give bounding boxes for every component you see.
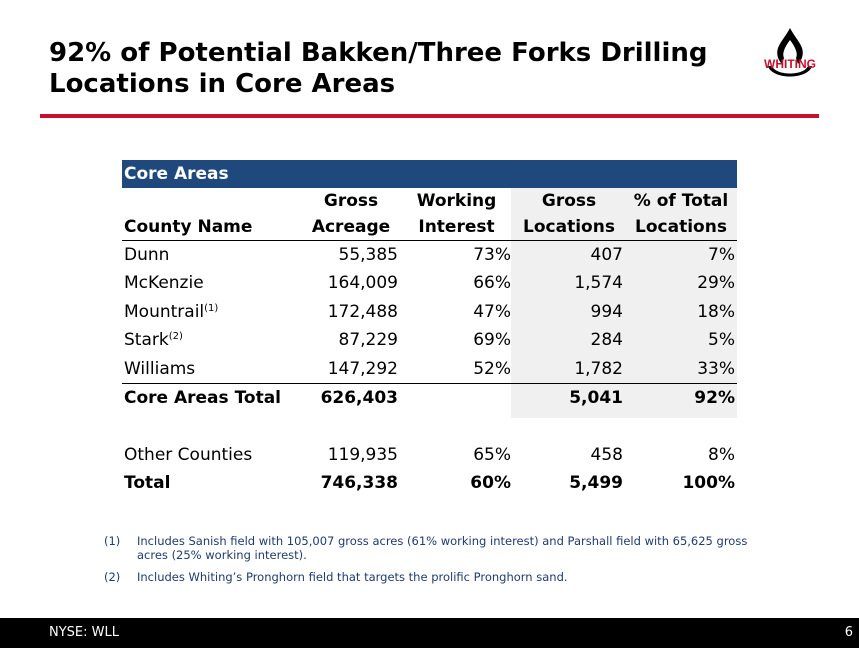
acreage-cell: 55,385 bbox=[338, 245, 398, 265]
spacer-row bbox=[122, 412, 737, 441]
pct-cell: 5% bbox=[708, 330, 735, 351]
col-header-locations-line1: Gross bbox=[541, 191, 597, 211]
core-total-pct: 92% bbox=[625, 383, 737, 412]
title-divider bbox=[40, 114, 819, 118]
page-number: 6 bbox=[844, 625, 853, 640]
locations-cell: 284 bbox=[590, 330, 623, 351]
other-acreage: 119,935 bbox=[327, 444, 398, 465]
table-row bbox=[122, 298, 737, 327]
footnote-number: (2) bbox=[104, 570, 121, 584]
footnote-text: Includes Sanish field with 105,007 gross acres (61% working interest) and Parshall field with 65,625 gross acres (25% working interest). bbox=[137, 534, 748, 562]
logo-text: WHITING bbox=[764, 57, 816, 71]
col-header-acreage: Acreage bbox=[302, 214, 400, 241]
total-pct: 100% bbox=[682, 473, 735, 494]
acreage-cell: 147,292 bbox=[327, 358, 398, 379]
col-header-interest-line1: Working bbox=[416, 191, 497, 211]
county-cell: McKenzie bbox=[124, 273, 204, 294]
interest-cell: 52% bbox=[473, 358, 511, 379]
other-interest: 65% bbox=[473, 444, 511, 465]
other-pct: 8% bbox=[708, 444, 735, 465]
section-header: Core Areas bbox=[122, 160, 737, 188]
total-locations: 5,499 bbox=[569, 473, 623, 494]
footnotes bbox=[104, 534, 764, 592]
table-row bbox=[122, 355, 737, 384]
table-row bbox=[122, 241, 737, 270]
pct-cell: 18% bbox=[697, 301, 735, 322]
ticker-symbol: NYSE: WLL bbox=[49, 625, 119, 640]
pct-cell: 29% bbox=[697, 273, 735, 294]
core-areas-table bbox=[122, 160, 737, 498]
table-row bbox=[122, 269, 737, 298]
slide-title bbox=[49, 38, 749, 100]
footnote-number: (1) bbox=[104, 534, 121, 548]
col-header-county-line1 bbox=[122, 188, 302, 214]
col-header-acreage-line1: Gross bbox=[323, 191, 379, 211]
col-header-pct: Locations bbox=[625, 214, 737, 241]
footnote-2 bbox=[104, 570, 764, 584]
county-cell: Stark$^{(2)}$ bbox=[124, 330, 183, 351]
interest-cell: 69% bbox=[473, 330, 511, 351]
col-header-interest: Interest bbox=[400, 214, 513, 241]
pct-cell: 33% bbox=[697, 358, 735, 379]
interest-cell: 47% bbox=[473, 301, 511, 322]
county-cell: Dunn bbox=[124, 245, 170, 265]
footer-bar bbox=[0, 618, 859, 648]
locations-cell: 407 bbox=[590, 245, 623, 265]
title-line-1: 92% of Potential Bakken/Three Forks Drilling bbox=[49, 38, 708, 68]
total-label: Total bbox=[124, 473, 171, 494]
acreage-cell: 172,488 bbox=[327, 301, 398, 322]
other-locations: 458 bbox=[590, 444, 623, 465]
county-cell: Mountrail$^{(1)}$ bbox=[124, 301, 219, 322]
table-row bbox=[122, 326, 737, 355]
col-header-pct-line1: % of Total bbox=[633, 191, 729, 211]
total-acreage: 746,338 bbox=[320, 473, 398, 494]
total-interest: 60% bbox=[470, 473, 511, 494]
footnote-text: Includes Whiting’s Pronghorn field that targets the prolific Pronghorn sand. bbox=[137, 570, 568, 584]
acreage-table bbox=[122, 188, 737, 498]
grand-total-row bbox=[122, 469, 737, 498]
locations-cell: 1,574 bbox=[574, 273, 623, 294]
core-total-acreage: 626,403 bbox=[302, 383, 400, 412]
locations-cell: 1,782 bbox=[574, 358, 623, 379]
col-header-county: County Name bbox=[122, 214, 302, 241]
title-line-2: Locations in Core Areas bbox=[49, 69, 396, 99]
footnote-1 bbox=[104, 534, 764, 562]
col-header-locations: Locations bbox=[513, 214, 625, 241]
interest-cell: 73% bbox=[473, 245, 511, 265]
pct-cell: 7% bbox=[708, 245, 735, 265]
acreage-cell: 164,009 bbox=[327, 273, 398, 294]
locations-cell: 994 bbox=[590, 301, 623, 322]
acreage-cell: 87,229 bbox=[338, 330, 398, 351]
core-total-locations: 5,041 bbox=[513, 383, 625, 412]
core-total-row bbox=[122, 383, 737, 412]
other-counties-row bbox=[122, 441, 737, 470]
core-total-interest bbox=[400, 383, 513, 412]
whiting-logo bbox=[758, 26, 822, 90]
other-label: Other Counties bbox=[124, 444, 253, 465]
interest-cell: 66% bbox=[473, 273, 511, 294]
county-cell: Williams bbox=[124, 358, 196, 379]
core-total-label: Core Areas Total bbox=[122, 383, 302, 412]
